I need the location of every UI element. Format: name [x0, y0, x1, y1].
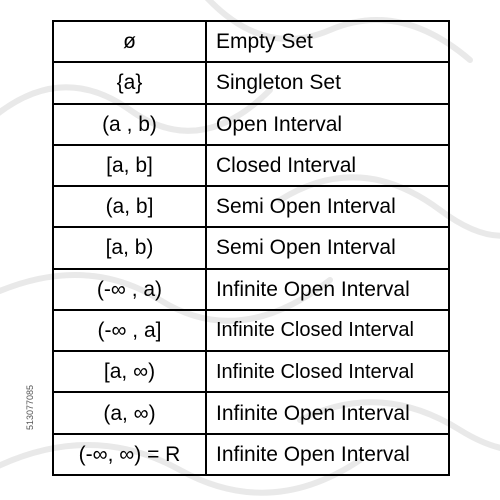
symbol-cell: (-∞, ∞) = R — [53, 434, 206, 475]
symbol-cell: (a, b] — [53, 186, 206, 227]
table-row — [53, 104, 449, 145]
set-name-cell: Infinite Open Interval — [206, 434, 449, 475]
table-row — [53, 186, 449, 227]
table-row — [53, 269, 449, 310]
symbol-cell: (-∞ , a] — [53, 310, 206, 351]
table-row — [53, 227, 449, 268]
table-row — [53, 21, 449, 62]
symbol-cell: [a, ∞) — [53, 351, 206, 392]
table-row — [53, 310, 449, 351]
symbol-cell: {a} — [53, 62, 206, 103]
set-name-cell: Semi Open Interval — [206, 227, 449, 268]
set-name-cell: Semi Open Interval — [206, 186, 449, 227]
set-name-cell: Infinite Closed Interval — [206, 351, 449, 392]
set-name-cell: Open Interval — [206, 104, 449, 145]
table-row — [53, 392, 449, 433]
symbol-cell: [a, b] — [53, 145, 206, 186]
set-name-cell: Infinite Open Interval — [206, 392, 449, 433]
set-notation-table — [52, 20, 450, 476]
table-row — [53, 62, 449, 103]
symbol-cell: ø — [53, 21, 206, 62]
stock-id-text: 513077085 — [25, 384, 35, 430]
set-name-cell: Empty Set — [206, 21, 449, 62]
table-row — [53, 351, 449, 392]
symbol-cell: [a, b) — [53, 227, 206, 268]
set-name-cell: Infinite Closed Interval — [206, 310, 449, 351]
table-row — [53, 434, 449, 475]
set-name-cell: Singleton Set — [206, 62, 449, 103]
table-row — [53, 145, 449, 186]
set-name-cell: Closed Interval — [206, 145, 449, 186]
set-name-cell: Infinite Open Interval — [206, 269, 449, 310]
symbol-cell: (-∞ , a) — [53, 269, 206, 310]
symbol-cell: (a , b) — [53, 104, 206, 145]
symbol-cell: (a, ∞) — [53, 392, 206, 433]
